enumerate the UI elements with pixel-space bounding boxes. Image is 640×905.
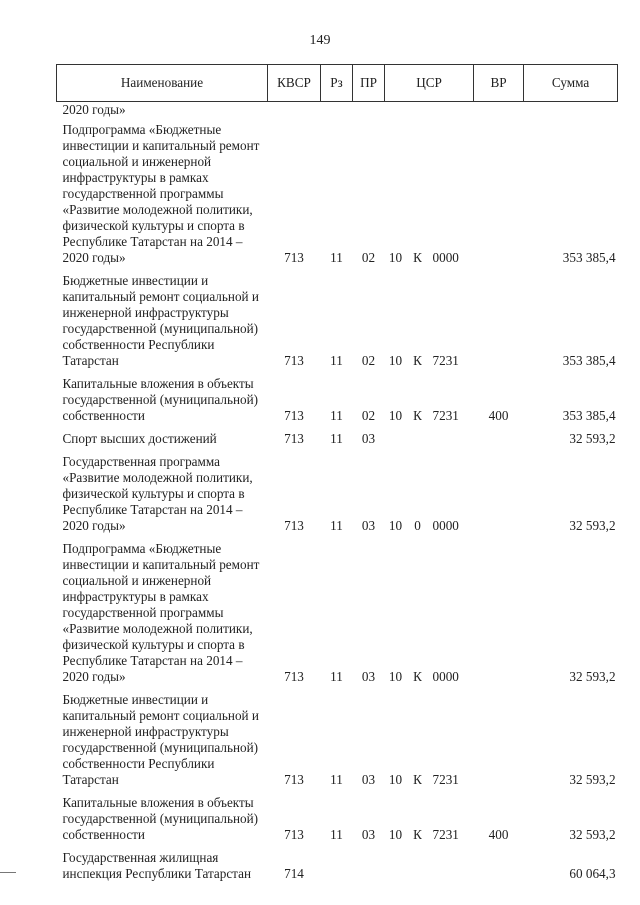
- row-rz: 11: [330, 408, 343, 423]
- row-csr-code: 7231: [432, 408, 459, 423]
- header-csr: ЦСР: [385, 65, 474, 102]
- header-vr: ВР: [474, 65, 524, 102]
- row-csr-program: 10: [388, 518, 403, 533]
- row-sum: 32 593,2: [569, 518, 616, 533]
- row-csr-subprogram: [407, 846, 429, 885]
- row-vr: [474, 102, 524, 119]
- row-csr-program: [385, 846, 407, 885]
- row-csr-subprogram: К: [413, 408, 422, 423]
- row-name: Спорт высших достижений: [62, 431, 217, 446]
- row-csr-code: 7231: [432, 772, 459, 787]
- row-name: Бюджетные инвестиции и капитальный ремонт социальной и инженерной инфраструктуры государственной (муниципальной) собственности Республики Татарстан: [62, 692, 259, 787]
- row-csr-subprogram: К: [413, 669, 422, 684]
- row-csr-code: 0000: [432, 518, 459, 533]
- table-row: [57, 537, 618, 688]
- header-pr: ПР: [353, 65, 385, 102]
- row-pr: 02: [361, 408, 376, 423]
- row-csr-code: 7231: [432, 353, 459, 368]
- table-row: [57, 372, 618, 427]
- row-pr: 03: [361, 827, 376, 842]
- row-pr: 02: [361, 353, 376, 368]
- row-sum: 32 593,2: [569, 827, 616, 842]
- row-csr-subprogram: К: [413, 353, 422, 368]
- row-vr: 400: [488, 408, 509, 423]
- row-vr: [474, 537, 524, 688]
- row-rz: 11: [330, 250, 343, 265]
- table-row: [57, 102, 618, 119]
- row-sum: 60 064,3: [569, 866, 616, 881]
- row-vr: [474, 450, 524, 537]
- row-sum: [524, 102, 618, 119]
- row-kvsr: 713: [284, 518, 304, 533]
- table-row: [57, 269, 618, 372]
- row-sum: 32 593,2: [569, 431, 616, 446]
- row-pr: 03: [361, 772, 376, 787]
- row-name: Подпрограмма «Бюджетные инвестиции и капитальный ремонт социальной и инженерной инфраструктуры в рамках государственной программы «Развитие молодежной политики, физической культуры и спорта в Республике Татарстан на 2014 – 2020 годы»: [62, 541, 260, 684]
- row-vr: [474, 269, 524, 372]
- row-csr-program: 10: [388, 772, 403, 787]
- row-csr-subprogram: [407, 102, 429, 119]
- row-name: Государственная жилищная инспекция Республики Татарстан: [62, 850, 252, 881]
- row-kvsr: 714: [284, 866, 304, 881]
- header-name: Наименование: [57, 65, 268, 102]
- row-csr-code: [429, 846, 474, 885]
- row-sum: 32 593,2: [569, 772, 616, 787]
- row-name: Государственная программа «Развитие молодежной политики, физической культуры и спорта в Республике Татарстан на 2014 – 2020 годы»: [62, 454, 253, 533]
- row-csr-program: [385, 102, 407, 119]
- row-pr: 02: [361, 250, 376, 265]
- row-csr-program: 10: [388, 353, 403, 368]
- row-vr: 400: [488, 827, 509, 842]
- row-pr: 03: [361, 431, 376, 446]
- row-csr-program: 10: [388, 408, 403, 423]
- row-csr-program: 10: [388, 669, 403, 684]
- row-rz: 11: [330, 518, 343, 533]
- header-rz: Рз: [321, 65, 353, 102]
- row-csr-program: 10: [388, 250, 403, 265]
- row-rz: 11: [330, 353, 343, 368]
- row-csr-program: 10: [388, 827, 403, 842]
- row-vr: [474, 427, 524, 450]
- row-kvsr: 713: [284, 250, 304, 265]
- row-csr-program: [385, 427, 407, 450]
- row-kvsr: 713: [284, 827, 304, 842]
- row-rz: [321, 846, 353, 885]
- row-pr: 03: [361, 669, 376, 684]
- row-name: Капитальные вложения в объекты государственной (муниципальной) собственности: [62, 376, 259, 423]
- table-row: [57, 791, 618, 846]
- row-csr-code: 7231: [432, 827, 459, 842]
- row-name: Капитальные вложения в объекты государственной (муниципальной) собственности: [62, 795, 259, 842]
- table-row: [57, 118, 618, 269]
- row-name: Подпрограмма «Бюджетные инвестиции и капитальный ремонт социальной и инженерной инфраструктуры в рамках государственной программы «Развитие молодежной политики, физической культуры и спорта в Республике Татарстан на 2014 – 2020 годы»: [62, 122, 260, 265]
- table-row: [57, 846, 618, 885]
- row-csr-subprogram: К: [413, 772, 422, 787]
- table-row: [57, 450, 618, 537]
- row-name: 2020 годы»: [62, 102, 126, 117]
- table-row: [57, 427, 618, 450]
- row-csr-subprogram: К: [413, 250, 422, 265]
- row-csr-code: [429, 102, 474, 119]
- row-kvsr: 713: [284, 669, 304, 684]
- row-kvsr: [268, 102, 321, 119]
- row-rz: 11: [330, 772, 343, 787]
- row-rz: 11: [330, 431, 343, 446]
- row-vr: [474, 688, 524, 791]
- row-kvsr: 713: [284, 772, 304, 787]
- row-csr-subprogram: [407, 427, 429, 450]
- row-rz: 11: [330, 669, 343, 684]
- header-kvsr: КВСР: [268, 65, 321, 102]
- row-csr-subprogram: 0: [414, 518, 421, 533]
- row-sum: 32 593,2: [569, 669, 616, 684]
- row-sum: 353 385,4: [562, 408, 616, 423]
- table-row: [57, 688, 618, 791]
- row-rz: [321, 102, 353, 119]
- header-sum: Сумма: [524, 65, 618, 102]
- row-kvsr: 713: [284, 408, 304, 423]
- row-kvsr: 713: [284, 353, 304, 368]
- budget-table: [56, 64, 618, 885]
- page-number: 149: [309, 33, 331, 48]
- margin-mark: [0, 872, 16, 873]
- row-kvsr: 713: [284, 431, 304, 446]
- row-rz: 11: [330, 827, 343, 842]
- row-pr: [353, 846, 385, 885]
- row-csr-subprogram: К: [413, 827, 422, 842]
- row-csr-code: [429, 427, 474, 450]
- row-name: Бюджетные инвестиции и капитальный ремонт социальной и инженерной инфраструктуры государственной (муниципальной) собственности Республики Татарстан: [62, 273, 259, 368]
- row-csr-code: 0000: [432, 250, 459, 265]
- row-csr-code: 0000: [432, 669, 459, 684]
- row-vr: [474, 118, 524, 269]
- row-sum: 353 385,4: [562, 353, 616, 368]
- row-sum: 353 385,4: [562, 250, 616, 265]
- table-header-row: [57, 65, 618, 102]
- row-pr: [353, 102, 385, 119]
- row-vr: [474, 846, 524, 885]
- row-pr: 03: [361, 518, 376, 533]
